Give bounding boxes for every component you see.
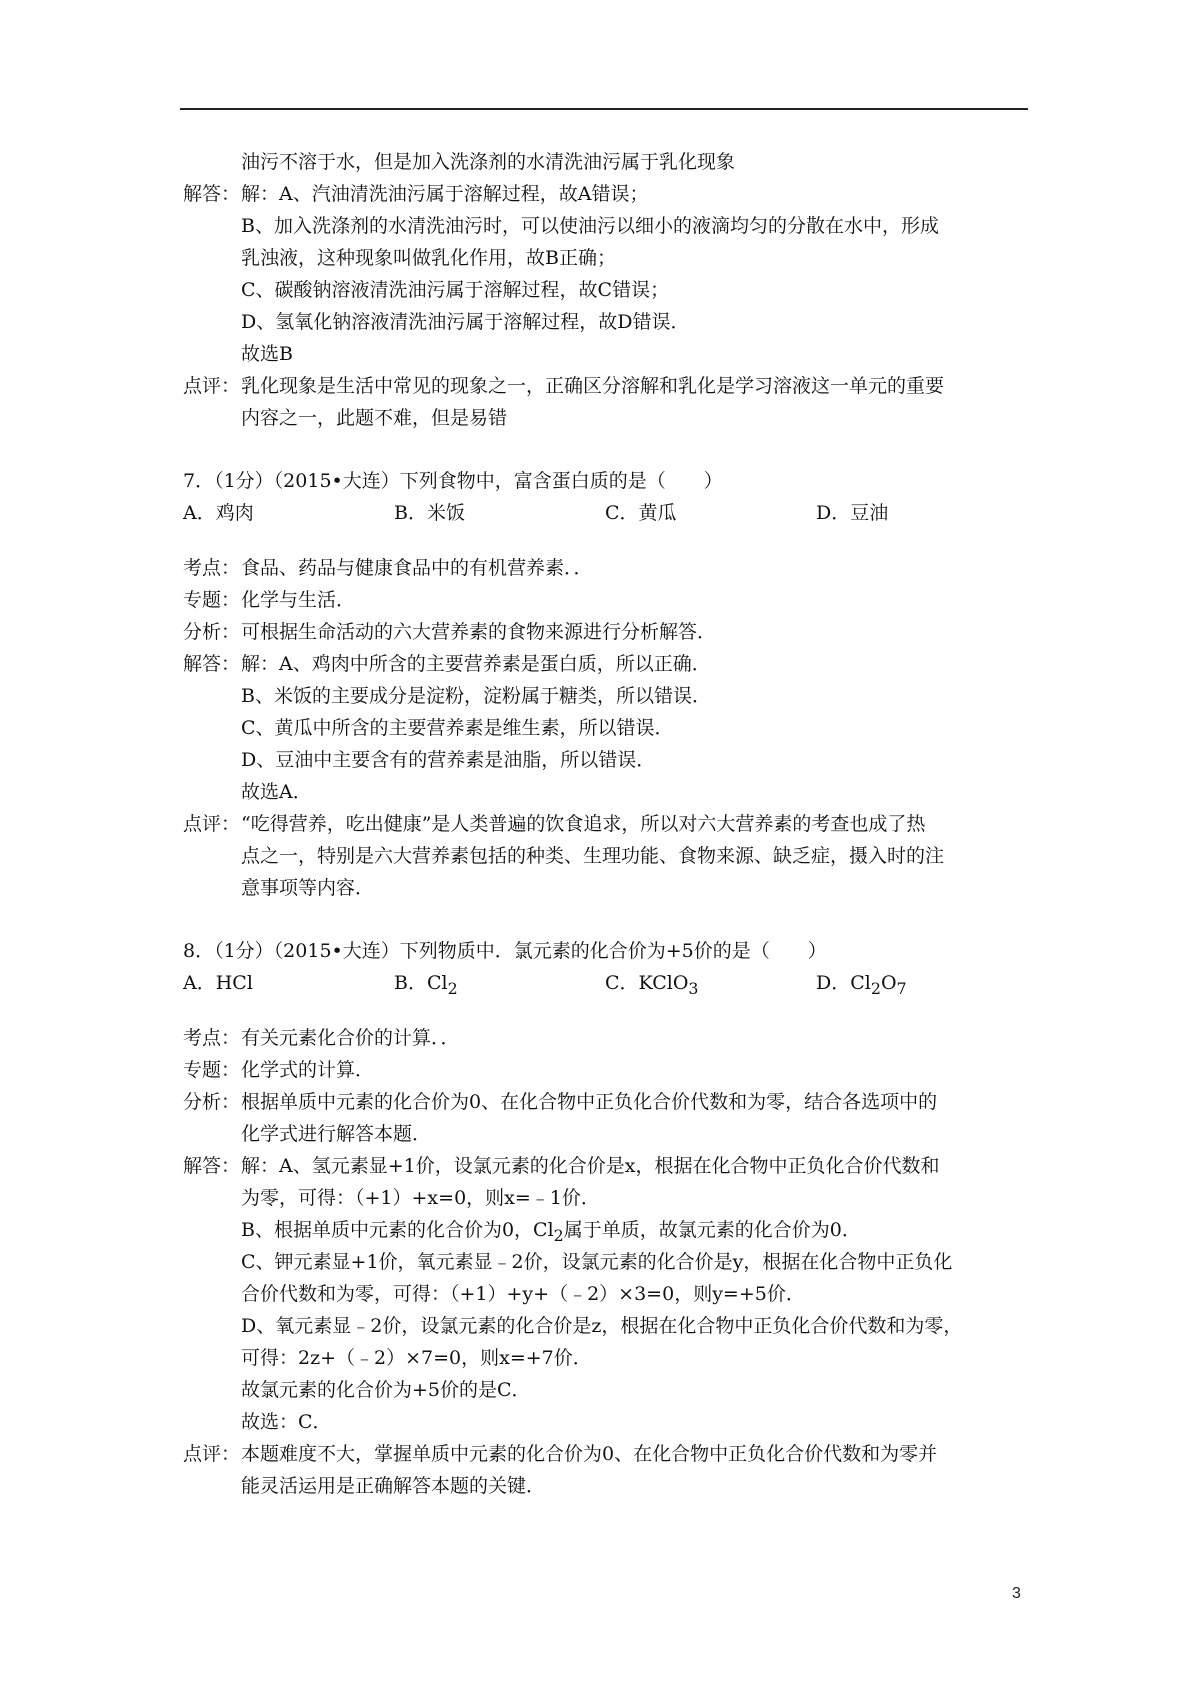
comment-label: 点评： — [183, 375, 241, 397]
spacer — [183, 529, 1028, 552]
q7-option-c: C．黄瓜 — [605, 502, 677, 524]
q8-option-a: A．HCl — [183, 972, 253, 994]
q7-analysis: 分析：可根据生命活动的六大营养素的食物来源进行分析解答． — [183, 621, 717, 643]
q8-answer-line: 为零，可得：（+1）+x=0，则x=﹣1价． — [241, 1187, 600, 1209]
q8-answer-line: 故选：C． — [241, 1411, 332, 1433]
q8-answer-line: 故氯元素的化合价为+5价的是C． — [241, 1379, 531, 1401]
q7-answer-line: 故选A． — [241, 781, 312, 803]
q8-answer-line: C、钾元素显+1价，氧元素显﹣2价，设氯元素的化合价是y，根据在化合物中正负化 — [241, 1251, 953, 1273]
q7-stem: 7．（1分）（2015•大连）下列食物中，富含蛋白质的是（ ） — [183, 470, 723, 492]
q7-answer-line: B、米饭的主要成分是淀粉，淀粉属于糖类，所以错误． — [241, 685, 711, 707]
prev-answer-line: 乳浊液，这种现象叫做乳化作用，故B正确； — [241, 247, 616, 269]
prev-answer-line: D、氢氧化钠溶液清洗油污属于溶解过程，故D错误． — [241, 311, 690, 333]
q7-option-b: B．米饭 — [394, 502, 465, 524]
page-number: 3 — [1012, 1585, 1021, 1602]
q8-analysis-line: 化学式进行解答本题． — [241, 1123, 432, 1145]
prev-comment-line: 内容之一，此题不难，但是易错 — [241, 407, 508, 429]
header-rule — [180, 108, 1028, 110]
q7-answer-line: 解答：解：A、鸡肉中所含的主要营养素是蛋白质，所以正确． — [183, 653, 711, 675]
q8-option-b: B．$Cl_2$ — [394, 972, 458, 998]
q8-option-c: C．KClO$_3$ — [605, 972, 699, 998]
q8-comment-line: 能灵活运用是正确解答本题的关键． — [241, 1475, 546, 1497]
prev-answer-line: 故选B — [241, 343, 293, 365]
q8-options — [183, 967, 1028, 999]
spacer — [183, 434, 1028, 465]
q8-topic: 专题：化学式的计算． — [183, 1059, 375, 1081]
q8-option-d: D．$Cl_2O_7$ — [816, 972, 907, 998]
q8-answer-line: D、氧元素显﹣2价，设氯元素的化合价是z，根据在化合物中正负化合价代数和为零， — [241, 1315, 963, 1337]
q8-answer-line: B、根据单质中元素的化合价为0，$Cl_2$属于单质，故氯元素的化合价为0． — [241, 1219, 861, 1245]
q7-topic: 专题：化学与生活． — [183, 589, 356, 611]
answer-label: 解答： — [183, 183, 241, 205]
q7-option-a: A．鸡肉 — [183, 502, 254, 524]
spacer — [183, 904, 1028, 935]
q7-point: 考点：食品、药品与健康食品中的有机营养素．． — [183, 557, 593, 579]
prev-analysis-tail: 油污不溶于水，但是加入洗涤剂的水清洗油污属于乳化现象 — [241, 151, 736, 173]
q7-comment-line: 意事项等内容． — [241, 877, 375, 899]
prev-answer-line: 解答：解：A、汽油清洗油污属于溶解过程，故A错误； — [183, 178, 1028, 210]
prev-answer-line: B、加入洗涤剂的水清洗油污时，可以使油污以细小的液滴均匀的分散在水中，形成 — [241, 215, 939, 237]
q8-answer-line: 可得：2z+（﹣2）×7=0，则x=+7价． — [241, 1347, 592, 1369]
q8-answer-line: 解答：解：A、氢元素显+1价，设氯元素的化合价是x，根据在化合物中正负化合价代数和 — [183, 1155, 940, 1177]
prev-comment-line: 点评：乳化现象是生活中常见的现象之一，正确区分溶解和乳化是学习溶液这一单元的重要 — [183, 370, 1028, 402]
prev-answer-line: C、碳酸钠溶液清洗油污属于溶解过程，故C错误； — [241, 279, 670, 301]
q8-point: 考点：有关元素化合价的计算．． — [183, 1027, 460, 1049]
q8-answer-line: 合价代数和为零，可得：（+1）+y+（﹣2）×3=0，则y=+5价． — [241, 1283, 805, 1305]
q8-stem: 8．（1分）（2015•大连）下列物质中．氯元素的化合价为+5价的是（ ） — [183, 940, 827, 962]
page-content — [183, 146, 1028, 1502]
q8-comment-line: 点评：本题难度不大，掌握单质中元素的化合价为0、在化合物中正负化合价代数和为零并 — [183, 1443, 938, 1465]
q7-answer-line: C、黄瓜中所含的主要营养素是维生素，所以错误． — [241, 717, 674, 739]
q7-option-d: D．豆油 — [816, 502, 889, 524]
q7-comment-line: 点之一，特别是六大营养素包括的种类、生理功能、食物来源、缺乏症，摄入时的注 — [241, 845, 945, 867]
q8-analysis-line: 分析：根据单质中元素的化合价为0、在化合物中正负化合价代数和为零，结合各选项中的 — [183, 1091, 938, 1113]
q7-comment-line: 点评：“吃得营养，吃出健康”是人类普遍的饮食追求，所以对六大营养素的考查也成了热 — [183, 813, 926, 835]
q7-options — [183, 497, 1028, 529]
q7-answer-line: D、豆油中主要含有的营养素是油脂，所以错误． — [241, 749, 656, 771]
